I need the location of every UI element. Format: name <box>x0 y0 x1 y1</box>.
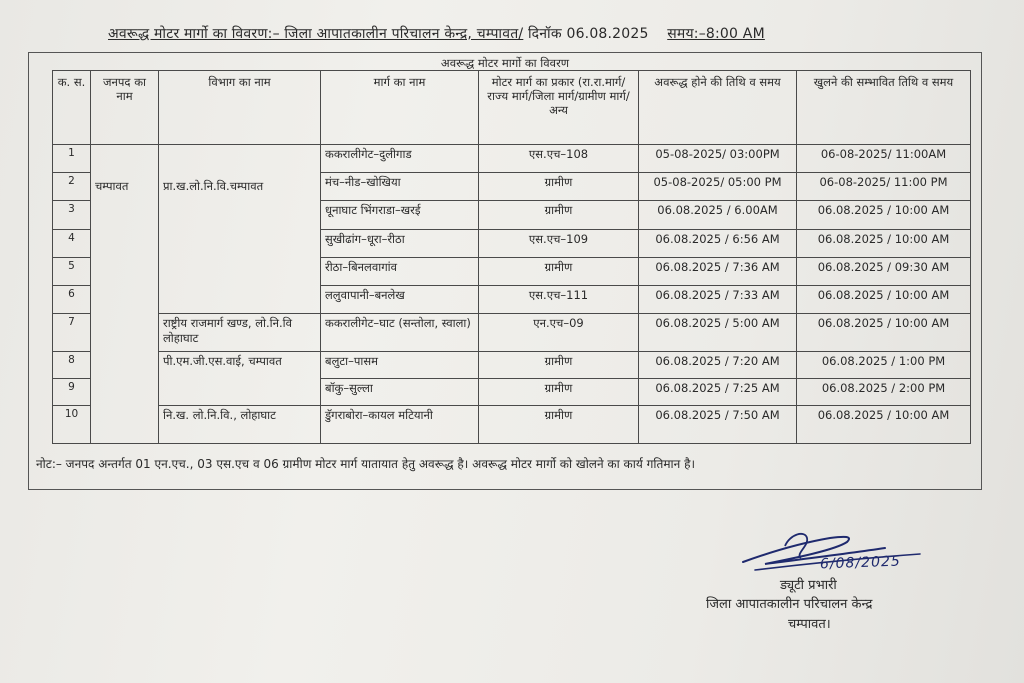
cell-department: नि.ख. लो.नि.वि., लोहाघाट <box>159 406 321 444</box>
cell-road-type: ग्रामीण <box>479 258 639 286</box>
cell-road: मंच–नीड–खोखिया <box>321 173 479 201</box>
cell-road: डुॅगराबोरा–कायल मटियानी <box>321 406 479 444</box>
cell-blocked: 05-08-2025/ 03:00PM <box>639 145 797 173</box>
col-header-road: मार्ग का नाम <box>321 71 479 145</box>
table-row <box>53 145 971 173</box>
table-caption: अवरूद्ध मोटर मार्गो का विवरण <box>440 56 570 70</box>
cell-district: चम्पावत <box>91 145 159 444</box>
col-header-department: विभाग का नाम <box>159 71 321 145</box>
cell-blocked: 06.08.2025 / 7:33 AM <box>639 286 797 314</box>
cell-sn: 9 <box>53 379 91 406</box>
cell-blocked: 06.08.2025 / 7:25 AM <box>639 379 797 406</box>
cell-open: 06.08.2025 / 2:00 PM <box>797 379 971 406</box>
cell-department: पी.एम.जी.एस.वाई, चम्पावत <box>159 352 321 406</box>
cell-road: बलुटा–पासम <box>321 352 479 379</box>
table-header-row <box>53 71 971 145</box>
signatory-office: जिला आपातकालीन परिचालन केन्द्र <box>706 597 873 612</box>
cell-road-type: ग्रामीण <box>479 379 639 406</box>
cell-road-type: एन.एच–09 <box>479 314 639 352</box>
cell-sn: 7 <box>53 314 91 352</box>
col-header-district: जनपद का नाम <box>91 71 159 145</box>
cell-sn: 4 <box>53 230 91 258</box>
cell-sn: 6 <box>53 286 91 314</box>
cell-blocked: 05-08-2025/ 05:00 PM <box>639 173 797 201</box>
cell-road-type: ग्रामीण <box>479 406 639 444</box>
document-heading <box>108 24 765 43</box>
cell-blocked: 06.08.2025 / 7:20 AM <box>639 352 797 379</box>
cell-road: धूनाघाट भिंगराडा–खरई <box>321 201 479 230</box>
col-header-sn: क. स. <box>53 71 91 145</box>
cell-road-type: एस.एच–109 <box>479 230 639 258</box>
note-text: नोट:– जनपद अन्तर्गत 01 एन.एच., 03 एस.एच व 06 ग्रामीण मोटर मार्ग यातायात हेतु अवरूद्ध है। अवरूद्ध मोटर मार्गो को खोलने का कार्य गतिमान है। <box>36 457 696 471</box>
col-header-blocked-datetime: अवरूद्ध होने की तिथि व समय <box>639 71 797 145</box>
cell-open: 06.08.2025 / 09:30 AM <box>797 258 971 286</box>
cell-road-type: ग्रामीण <box>479 352 639 379</box>
blocked-roads-table <box>52 70 971 444</box>
cell-road: सुखीढांग–धूरा–रीठा <box>321 230 479 258</box>
cell-blocked: 06.08.2025 / 5:00 AM <box>639 314 797 352</box>
cell-blocked: 06.08.2025 / 7:50 AM <box>639 406 797 444</box>
cell-road: रीठा–बिनलवागांव <box>321 258 479 286</box>
cell-sn: 8 <box>53 352 91 379</box>
heading-title: अवरूद्ध मोटर मार्गो का विवरण:– जिला आपातकालीन परिचालन केन्द्र, चम्पावत/ <box>108 26 524 42</box>
heading-time: समय:–8:00 AM <box>667 26 765 42</box>
cell-sn: 10 <box>53 406 91 444</box>
cell-blocked: 06.08.2025 / 6:56 AM <box>639 230 797 258</box>
cell-department: राष्ट्रीय राजमार्ग खण्ड, लो.नि.वि लोहाघाट <box>159 314 321 352</box>
cell-road-type: एस.एच–111 <box>479 286 639 314</box>
table-row <box>53 352 971 379</box>
cell-sn: 1 <box>53 145 91 173</box>
signatory-role: ड्यूटी प्रभारी <box>780 578 837 593</box>
cell-road-type: ग्रामीण <box>479 201 639 230</box>
cell-road: ककरालीगेट–दुलीगाड <box>321 145 479 173</box>
table-row <box>53 314 971 352</box>
col-header-opening-datetime: खुलने की सम्भावित तिथि व समय <box>797 71 971 145</box>
cell-sn: 2 <box>53 173 91 201</box>
cell-road-type: एस.एच–108 <box>479 145 639 173</box>
cell-sn: 5 <box>53 258 91 286</box>
cell-open: 06.08.2025 / 1:00 PM <box>797 352 971 379</box>
cell-open: 06.08.2025 / 10:00 AM <box>797 230 971 258</box>
cell-road: ललुवापानी–बनलेख <box>321 286 479 314</box>
cell-open: 06.08.2025 / 10:00 AM <box>797 286 971 314</box>
cell-road: ककरालीगेट–घाट (सन्तोला, स्वाला) <box>321 314 479 352</box>
signatory-place: चम्पावत। <box>788 617 831 632</box>
col-header-road-type: मोटर मार्ग का प्रकार (रा.रा.मार्ग/राज्य मार्ग/जिला मार्ग/ग्रामीण मार्ग/अन्य <box>479 71 639 145</box>
cell-sn: 3 <box>53 201 91 230</box>
heading-date: दिनॉक 06.08.2025 <box>528 26 649 42</box>
cell-department: प्रा.ख.लो.नि.वि.चम्पावत <box>159 145 321 314</box>
table-row <box>53 406 971 444</box>
cell-blocked: 06.08.2025 / 7:36 AM <box>639 258 797 286</box>
cell-blocked: 06.08.2025 / 6.00AM <box>639 201 797 230</box>
cell-open: 06.08.2025 / 10:00 AM <box>797 406 971 444</box>
cell-road-type: ग्रामीण <box>479 173 639 201</box>
cell-open: 06-08-2025/ 11:00 PM <box>797 173 971 201</box>
handwritten-date: 6/08/2025 <box>819 553 902 573</box>
cell-open: 06-08-2025/ 11:00AM <box>797 145 971 173</box>
cell-road: बॉकु–सुल्ला <box>321 379 479 406</box>
cell-open: 06.08.2025 / 10:00 AM <box>797 314 971 352</box>
cell-open: 06.08.2025 / 10:00 AM <box>797 201 971 230</box>
